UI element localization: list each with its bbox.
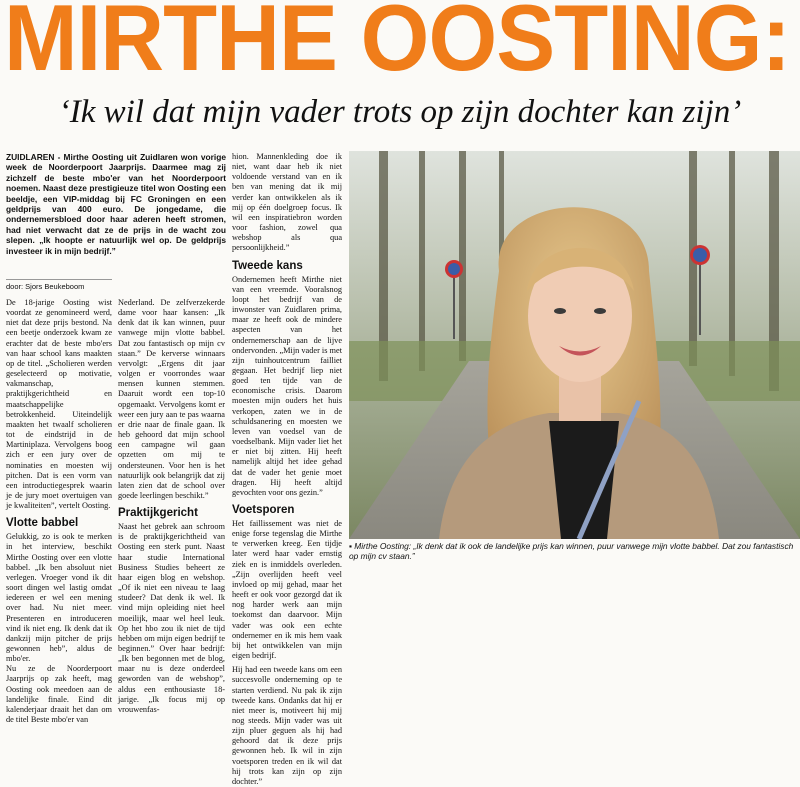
column-2 [118, 298, 225, 715]
subheading-voetsporen: Voetsporen [232, 504, 295, 516]
body-paragraph: hion. Mannenkleding doe ik niet, want daar heb ik niet voldoende verstand van en ik ben van mening dat ik mij verder kan ontwikkelen als ik mij op één doelgroep focus. Ik wil een inspiratiebron worden voor fashion, zowel qua webshop als qua persoonlijkheid.” [232, 152, 342, 253]
subheading-tweede-kans: Tweede kans [232, 259, 303, 272]
headline: MIRTHE OOSTING: [4, 0, 791, 90]
subheading-vlotte-babbel: Vlotte babbel [6, 517, 79, 530]
byline-block [6, 279, 112, 292]
body-paragraph: Gelukkig, zo is ook te merken in het interview, beschikt Mirthe Oosting over een vlotte babbel. „Ik ben absoluut niet verlegen. Vroeger vond ik dit soort dingen wel lastig omdat iedereen er wel een mening over had. Nu niet meer. Presenteren en introduceren vind ik niet eng. Ik denk dat ik dankzij mijn pitcher de prijs gewonnen heb”, aldus de mbo'er. [6, 532, 112, 664]
byline: door: Sjors Beukeboom [6, 279, 112, 292]
portrait-illustration [349, 151, 800, 539]
body-paragraph: De 18-jarige Oosting wist voordat ze genomineerd werd, niet dat deze prijs bestond. Na een beetje onderzoek kwam ze erachter dat de beste mbo'ers van haar school kans maakten op de titel. „Scholieren werden geselecteerd op motivatie, vakmanschap, praktijkgerichtheid en maatschappelijke betrokkenheid. Uiteindelijk maakten het twaalf scholieren tot de eindstrijd in de Martiniplaza. Vervolgens boog zich er een jury over de nominaties en moesten wij pitchen. Dat is een vorm van een introductiegesprek waarin je de jury moet overtuigen van je kwaliteiten”, vertelt Oosting. [6, 298, 112, 511]
body-paragraph: Naast het gebrek aan schroom is de praktijkgerichtheid van Oosting een sterk punt. Naast haar studie International Business Studies beheert ze haar eigen blog en webshop. „Of ik niet een niveau te laag studeer? Dat denk ik wel. Ik vind mijn opleiding niet heel moeilijk, maar wel heel leuk. Op het hbo zou ik niet de tijd hebben om mijn eigen bedrijf te beginnen.” Over haar bedrijf: „Ik ben begonnen met de blog, maar nu is deze onderdeel geworden van de webshop”, aldus een enthousiaste 18-jarige. „Ik focus mij op vrouwenfas- [118, 522, 225, 714]
body-paragraph: Nederland. De zelfverzekerde dame voor haar kansen: „Ik denk dat ik kan winnen, puur vanwege mijn vlotte babbel. Dat zou fantastisch op mijn cv staan.” De kerverse winnaars vervolgt: „Ergens dit jaar volgen er voorrondes waar mensen kunnen stemmen. Daaruit wordt een top-10 opgemaakt. Vervolgens komt er weer een jury aan te pas waarna er drie naar de finale gaan. Ik heb gehoord dat mijn school een campagne wil gaan opzetten om mij te ondersteunen. Voor hen is het natuurlijk ook belangrijk dat zij laten zien dat de school over goede leerlingen beschikt.” [118, 298, 225, 500]
body-paragraph: Hij had een tweede kans om een succesvolle onderneming op te starten verdiend. Nu pak ik zijn tweede kans. Ondanks dat hij er niet meer is, motiveert hij mij nog steeds. Mijn vader was uit zijn pluer geguen als hij had gehoord dat ik deze prijs gewonnen heb. Ik wil in zijn voetsporen treden en ik wil dat hij trots kan zijn op zijn dochter.” [232, 665, 342, 786]
column-3 [232, 152, 342, 787]
photo-caption: ▪ Mirthe Oosting: „Ik denk dat ik ook de landelijke prijs kan winnen, puur vanwege mijn vlotte babbel. Dat zou fantastisch op mijn cv staan.” [349, 541, 794, 561]
portrait-photo [349, 151, 800, 539]
body-paragraph: Nu ze de Noorderpoort Jaarprijs op zak heeft, mag Oosting ook meedoen aan de landelijke finale. Eind dit kalenderjaar draait het dan om de titel Beste mbo'er van [6, 664, 112, 725]
lead-block [6, 152, 226, 256]
lead-paragraph: ZUIDLAREN - Mirthe Oosting uit Zuidlaren won vorige week de Noorderpoort Jaarprijs. Daarmee mag zij zichzelf de beste mbo'er van het Noorderpoort noemen. Naast deze prestigieuze titel won Oosting een beeldje, een VIP-middag bij FC Groningen en een geldprijs van 400 euro. De jongedame, die ondernemersbloed door haar aderen heeft stromen, had niet verwacht dat ze de prijs in de wacht zou slepen. „Ik hoopte er natuurlijk wel op. De geldprijs investeer ik in mijn bedrijf.” [6, 152, 226, 256]
body-paragraph: Ondernemen heeft Mirthe niet van een vreemde. Vooralsnog loopt het bedrijf van de inwonster van Zuidlaren prima, maar ze heeft ook de mindere aspecten van het ondernemerschap aan de lijve ondervonden. „Mijn vader is met zijn tuinhoutcentrum failliet gegaan. Het bedrijf liep niet goed ten tijde van de economische crisis. Daarom moesten mijn ouders het huis verkopen, zaten we in de schuldsanering en moesten we leven van voedsel van de voedselbank. Mijn vader liet het er niet bij zitten. Hij heeft namelijk altijd het idee gehad dat de vader het genie moet dragen. Hij heeft altijd gevochten voor ons gezin.” [232, 274, 342, 497]
column-1 [6, 298, 112, 725]
subheading-praktijkgericht: Praktijkgericht [118, 507, 198, 520]
subheadline: ‘Ik wil dat mijn vader trots op zijn dochter kan zijn’ [58, 94, 742, 130]
body-paragraph: Het faillissement was niet de enige forse tegenslag die Mirthe te verwerken kreeg. Een tijdje later werd haar vader ernstig ziek en is inmiddels overleden. „Zijn overlijden heeft veel invloed op mij gehad, maar het heeft er ook voor gezorgd dat ik nog harder werk aan mijn toekomst dan daarvoor. Mijn vader was ook een echte ondernemer en ik mis hem vaak bij het ontwikkelen van mijn eigen bedrijf. [232, 519, 342, 661]
